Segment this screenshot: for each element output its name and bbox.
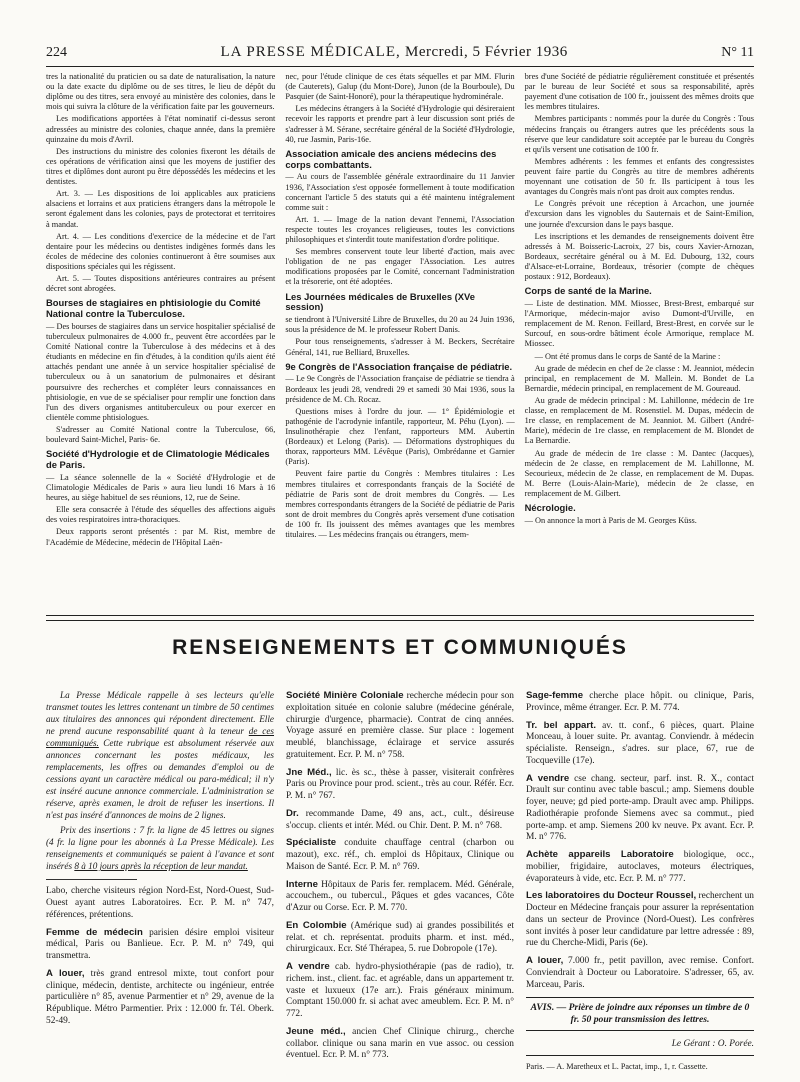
ad-text: biologique, occ., mobilier, frigidaire, autoclaves, moteurs électriques, évaporateurs à vide, etc. Ecr. P. M. n° 777. (526, 850, 754, 884)
notice-paragraph: Prix des insertions : 7 fr. la ligne de 45 lettres ou signes (4 fr. la ligne pour les abonnés à La Presse Médicale). Les renseignements et communiqués se paient à l'avance et sont insérés 8 à 10 jours après la réception de leur mandat. (46, 825, 274, 872)
paragraph: — Le 9e Congrès de l'Association française de pédiatrie se tiendra à Bordeaux les jeudi 28, vendredi 29 et samedi 30 Mai 1936, sous la présidence de M. Ch. Rocaz. (285, 374, 515, 404)
news-columns (46, 72, 754, 612)
paragraph: Art. 4. — Les conditions d'exercice de la médecine et de l'art dentaire pour les médecins ou dentistes indigènes formés dans les écoles de médecine des colonies continueront à être soumises aux dispositions spéciales qui les régissent. (46, 231, 276, 271)
classified-ad (526, 690, 754, 715)
section-title: RENSEIGNEMENTS ET COMMUNIQUÉS (172, 636, 628, 659)
paragraph: Au grade de médecin principal : M. Lahillonne, médecin de 1re classe, en remplacement de M. Rosenstiel. M. Dupas, médecin de 1re classe, en remplacement de M. Jeanniot. M. Gilbert (André-Marie), médecin de 1re classe, en remplacement de M. Blondet de La Bernardie. (524, 395, 754, 446)
paragraph: Des instructions du ministre des colonies fixeront les détails de ces opérations de vérification ainsi que les moyens de justifier des titres et diplômes dont auront pu être dépossédés les médecins et les dentistes. (46, 146, 276, 187)
gerant-signature: Le Gérant : O. Porée. (671, 1039, 754, 1050)
paragraph: S'adresser au Comité National contre la Tuberculose, 66, boulevard Saint-Michel, Paris- 6e. (46, 425, 276, 445)
article-heading: Corps de santé de la Marine. (524, 285, 652, 297)
ad-lead: Dr. (286, 807, 299, 819)
ad-lead: Sage-femme (526, 690, 584, 701)
ad-lead: Femme de médecin (46, 926, 143, 938)
paragraph: Ses membres conservent toute leur liberté d'action, mais avec l'obligation de ne pas engager l'Association. Les autres modifications proposées par le Comité, concernant l'administration et la trésorerie, ont été adoptées. (285, 247, 515, 287)
ad-text: recherchent un Docteur en Médecine français pour assurer la représentation dans un secteur de Province (Nord-Ouest). Les confrères sont invités à poser leur candidature par lettre adressée : 89, rue du Cherche-Midi, Paris (6e). (526, 891, 754, 949)
ad-text: cherche place hôpit. ou clinique, Paris, Province, même étranger. Ecr. P. M. 774. (526, 691, 754, 713)
ad-lead: Jne Méd., (286, 766, 332, 778)
ad-text: recherche médecin pour son exploitation située en colonie salubre (médecine générale, chirurgie d'urgence, pharmacie). Contrat de cinq années. Voyage assuré en première classe. Sur place : logement meublé, blanchissage, éclairage et service assurés gratuitement. Ecr. P. M. n° 758. (286, 691, 514, 760)
paragraph: Les modifications apportées à l'état nominatif ci-dessus seront adressées au ministre des colonies, chaque année, dans la première quinzaine du mois d'Avril. (46, 114, 276, 144)
paragraph: Questions mises à l'ordre du jour. — 1° Épidémiologie et pathogénie de l'acrodynie infantile, rapporteur, M. Péhu (Lyon). — Insulinothérapie chez l'enfant, rapporteurs MM. Aubertin (Bordeaux) et Lelong (Paris). — Déformations dystrophiques du thorax, rapporteurs MM. Lévêque (Paris), Ombrédanne et Garnier (Paris). (285, 406, 515, 467)
paragraph: — Au cours de l'assemblée générale extraordinaire du 11 Janvier 1936, l'Association s'est opposée formellement à toute modification concernant l'article 5 des statuts qui a été maintenu intégralement comme suit : (285, 172, 515, 212)
paragraph: — On annonce la mort à Paris de M. Georges Küss. (524, 515, 697, 525)
article-heading: Association amicale des anciens médecins des corps combattants. (285, 147, 497, 170)
ad-text: parisien désire emploi visiteur médical, Paris ou Banlieue. Ecr. P. M. n° 749, qui transmettra. (46, 927, 274, 962)
section-divider (46, 615, 754, 621)
ads-list (286, 690, 514, 1062)
ad-lead: Les laboratoires du Docteur Roussel, (526, 890, 697, 902)
ad-text: Labo, cherche visiteurs région Nord-Est, Nord-Ouest, Sud-Ouest ayant autres Laboratoires. Ecr. P. M. n° 747, références, prétentions. (46, 886, 274, 920)
journal-masthead (220, 44, 567, 61)
classified-ad (46, 886, 274, 921)
notice-box (46, 690, 274, 873)
classified-ad (286, 1026, 514, 1062)
classified-ad (286, 961, 514, 1021)
classified-ad (286, 767, 514, 803)
ad-text: Hôpitaux de Paris fer. remplacem. Méd. Générale, accouchem., ou tubercul., Pâques et gdes vacances, Côte d'Azur ou Corse. Ecr. P. M. 770. (286, 879, 514, 913)
classified-ad (46, 968, 274, 1028)
article-heading: Bourses de stagiaires en phtisiologie du Comité National contre la Tuberculose. (46, 297, 261, 320)
classified-ad (526, 773, 754, 845)
ad-lead: Interne (286, 878, 318, 890)
classified-ad (286, 808, 514, 833)
classified-ad (526, 849, 754, 885)
ad-lead: En Colombie (286, 919, 347, 931)
page-header (46, 44, 754, 67)
paragraph: Deux rapports seront présentés : par M. Rist, membre de l'Académie de Médecine, médecin de l'Hôpital Laën- (46, 527, 276, 547)
article-heading: Nécrologie. (524, 502, 576, 514)
paragraph: Elle sera consacrée à l'étude des séquelles des affections aiguës des voies respiratoires intra-thoraciques. (46, 505, 276, 525)
paragraph: tres la nationalité du praticien ou sa date de naturalisation, la nature ou la date exacte du diplôme ou de ses titres, le lieu de dépôt du diplôme ou des titres, sera envoyé au ministère des colonies, dans le mois qui suivra la clôture de la vérification faite par les gouverneurs. (46, 72, 276, 112)
paragraph: se tiendront à l'Université Libre de Bruxelles, du 20 au 24 Juin 1936, sous la présidence de M. le professeur Robert Danis. (285, 315, 515, 335)
classifieds-column-2 (286, 690, 514, 1060)
notice-paragraph: La Presse Médicale rappelle à ses lecteurs qu'elle transmet toutes les lettres contenant un timbre de 50 centimes aux titulaires des annonces qui répondent directement. Elle ne prend aucune responsabilité quant à la teneur de ces communiqués. Cette rubrique est absolument réservée aux annonces concernant les postes médicaux, les remplacements, les offres ou demandes d'emploi ou de cessions ayant un caractère médical ou para-médical; il n'y est inséré aucune annonce commerciale. L'administration se réserve, après examen, le droit de refuser les insertions. Il n'est pas inséré d'annonces de moins de 2 lignes. (46, 690, 274, 820)
ad-lead: A louer, (46, 967, 85, 979)
classified-ad (526, 890, 754, 950)
paragraph: — La séance solennelle de la « Société d'Hydrologie et de Climatologie Médicales de Paris » aura lieu lundi 16 Mars à 16 heures, au siège habituel de ses réunions, 12, rue de Seine. (46, 472, 276, 503)
paragraph: Art. 3. — Les dispositions de loi applicables aux praticiens alsaciens et lorrains et aux praticiens étrangers dans la métropole le seront également dans les colonies, pays de protectorat et territoires à mandat. (46, 189, 276, 229)
ad-lead: Spécialiste (286, 837, 337, 849)
ad-text: conduite chauffage central (charbon ou mazout), exc. réf., ch. emploi ds Hôpitaux, Clinique ou Maison de Santé. Ecr. P. M. n° 769. (286, 838, 514, 872)
news-column-1 (46, 72, 275, 612)
paragraph: Peuvent faire partie du Congrès : Membres titulaires : Les membres titulaires et correspondants français de la Société de pédiatrie de Paris sont de droit membres du Congrès. — Les membres correspondants étrangers de la Société de pédiatrie de Paris sont de droit membres du Congrès après versement d'une cotisation de 100 fr. Ils jouissent des mêmes avantages que les membres titulaires. — Les médecins français ou étrangers, mem- (285, 469, 515, 540)
ad-text: 7.000 fr., petit pavillon, avec remise. Confort. Conviendrait à Docteur ou Laboratoire. S'adresser, 65, av. Marceau, Paris. (526, 956, 754, 990)
ad-text: ancien Chef Clinique chirurg., cherche collabor. clinique ou sana marin en vue assoc. ou cession éventuel. Ecr. P. M. n° 773. (286, 1026, 514, 1061)
paragraph: Au grade de médecin de 1re classe : M. Dantec (Jacques), médecin de 2e classe, en remplacement de M. Lahillonne, M. Secourieux, médecin de 2e classe, en remplacement de M. Dupas. M. Berre (Louis-Alain-Marie), médecin de 2e classe, en remplacement de M. Gilbert. (524, 448, 754, 498)
paragraph: nec, pour l'étude clinique de ces états séquelles et par MM. Flurin (de Cauterets), Galup (du Mont-Dore), Junon (de la Bourboule), Du Pasquier (de Saint-Honoré), pour la thérapeutique hydrominérale. (285, 72, 515, 102)
paragraph: Art. 1. — Image de la nation devant l'ennemi, l'Association respecte toutes les croyances religieuses, toutes les convictions philosophiques et s'interdit toute manifestation d'ordre politique. (285, 214, 515, 245)
paragraph: — Des bourses de stagiaires dans un service hospitalier spécialisé de tuberculeux pulmonaires de 4.000 fr., peuvent être accordées par le Comité National contre la Tuberculose à des médecins et à des étudiants en médecine en fin d'études, à la condition qu'ils aient été attachés pendant une année à un service hospitalier spécialisé de tuberculeux ou à un sanatorium de pulmonaires et désirant poursuivre des recherches et compléter leurs connaissances en phtisiologie, en vue de se spécialiser pour remplir une fonction dans l'un des divers organismes antituberculeux ou pour exercer en clientèle comme phtisiologues. (46, 321, 276, 422)
article-heading: Les Journées médicales de Bruxelles (XVe session) (285, 290, 476, 313)
paragraph: — Liste de destination. MM. Miossec, Brest-Brest, embarqué sur l'Armorique, médecin-major aviso Dumont-d'Urville, en remplacement de M. Renon. Feillard, Brest-Brest, en corvée sur le Surcouf, en sous-ordre bâtiment école Armorique, remplace M. Miossec. (524, 299, 754, 349)
paragraph: bres d'une Société de pédiatrie régulièrement constituée et présentés par le bureau de leur Société et sous sa responsabilité, après payement d'une cotisation de 100 fr., jouissent des mêmes droits que les membres titulaires. (524, 72, 754, 112)
ad-lead: Société Minière Coloniale (286, 690, 404, 701)
journal-name: LA PRESSE MÉDICALE, (220, 44, 401, 60)
divider (46, 879, 137, 880)
ad-text: (Amérique sud) ai grandes possibilités et relat. et ch. représentat. produits pharm. et inst. méd., chirurgicaux. Ecr. Sté Thérapea, 5. rue Dobropole (17e). (286, 920, 514, 955)
article-heading: Société d'Hydrologie et de Climatologie Médicales de Paris. (46, 448, 270, 471)
paragraph: — Ont été promus dans le corps de Santé de la Marine : (534, 351, 721, 361)
ads-list (526, 690, 754, 991)
ad-text: lic. ès sc., thèse à passer, visiterait confrères Paris ou Province pour prod. scient., très au cour. Référ. Ecr. P. M. n° 767. (286, 767, 514, 801)
classified-ad (46, 927, 274, 963)
paragraph: Pour tous renseignements, s'adresser à M. Beckers, Secrétaire Général, 141, rue Belliard, Bruxelles. (285, 337, 515, 357)
ad-lead: A louer, (526, 955, 564, 966)
ads-list (46, 886, 274, 1027)
issue-number: N° 11 (721, 45, 754, 60)
ad-lead: Jeune méd., (286, 1025, 346, 1037)
issue-date: Mercredi, 5 Février 1936 (405, 44, 568, 60)
classified-ad (286, 690, 514, 762)
article-heading: 9e Congrès de l'Association française de pédiatrie. (285, 360, 513, 372)
ad-lead: A vendre (286, 961, 330, 972)
paragraph: Membres participants : nommés pour la durée du Congrès : Tous médecins français ou étrangers autres que les précédents sous la réserve que leur candidature soit acceptée par le bureau du Congrès et qu'ils versent une cotisation de 100 fr. (524, 114, 754, 154)
classifieds-column-1 (46, 690, 274, 1060)
classified-ad (526, 955, 754, 991)
ad-lead: A vendre (526, 772, 570, 784)
avis-box: AVIS. — Prière de joindre aux réponses un timbre de 0 fr. 50 pour transmission des lettres. (526, 997, 754, 1031)
classifieds (46, 690, 754, 1071)
classified-ad (286, 837, 514, 873)
paragraph: Le Congrès prévoit une réception à Arcachon, une journée d'excursion dans les vignobles du Sauternais et de Saint-Emilion, une journée d'excursion dans le pays basque. (524, 199, 754, 229)
ad-text: cse chang. secteur, parf. inst. R. X., contact Drault sur continu avec table bascul.; amp. Siemens double foyer, neuve; gd pied porte-amp. Drault avec amp. Philipps. Radiothérapie profonde Siemens avec sa commut., pied porte-amp. et amp. Siemens 200 kv neuve. Px avant. Ecr. P. M. n° 776. (526, 773, 754, 843)
paragraph: Membres adhérents : les femmes et enfants des congressistes peuvent faire partie du Congrès au titre de membres adhérents moyennant une cotisation de 50 fr. Ils participent à tous les avantages du Congrès mais n'ont pas droit aux comptes rendus. (524, 156, 754, 197)
paragraph: Les inscriptions et les demandes de renseignements doivent être adressés à M. Boisseric-Lacroix, 27 bis, cours Xavier-Arnozan, Bordeaux, secrétaire général ou à M. Ed. Dubourg, 132, cours d'Alsace-et-Lorraine, Bordeaux, trésorier (compte de chèques postaux : 912, Bordeaux). (524, 231, 754, 282)
ad-text: av. tt. conf., 6 pièces, quart. Plaine Monceau, à louer suite. Pr. avantag. Conviendr. à médecin spécialiste. Renseign., s'adres. sur place, 67, rue de Tocqueville (17e). (526, 720, 754, 766)
classifieds-column-3 (526, 690, 754, 1071)
paragraph: Les médecins étrangers à la Société d'Hydrologie qui désireraient recevoir les rapports et prendre part à leur discussion sont priés de s'adresser à M. Sérane, secrétaire général de la Société d'Hydrologie, 40, rue Jasmin, Paris-16e. (285, 104, 515, 144)
news-column-3 (525, 72, 754, 612)
news-column-2 (285, 72, 514, 612)
classified-ad (286, 879, 514, 915)
ad-text: recommande Dame, 49 ans, act., cult., désireuse s'occup. clients et intér. Méd. ou Chir. Dent. P. M. n° 768. (286, 808, 514, 831)
classified-ad (286, 920, 514, 956)
ad-lead: Achète appareils Laboratoire (526, 849, 674, 860)
ad-text: très grand entresol mixte, tout confort pour clinique, médecin, dentiste, architecte ou ingénieur, entrée particulière n° 85, avenue Parmentier et n° 29, avenue de la République. Métro Parmentier. Prix : 12.000 fr. Tél. Oberk. 52-49. (46, 968, 274, 1026)
printer-line: Paris. — A. Maretheux et L. Pactat, imp., 1, r. Cassette. (526, 1055, 754, 1072)
page-number: 224 (46, 45, 67, 60)
paragraph: Au grade de médecin en chef de 2e classe : M. Jeanniot, médecin principal, en remplacement de M. Mallein. M. Bondet de La Bernardie, médecin principal, en remplacement de M. Goureaud. (524, 363, 754, 393)
paragraph: Art. 5. — Toutes dispositions antérieures contraires au présent décret sont abrogées. (46, 274, 276, 294)
ad-lead: Tr. bel appart. (526, 719, 596, 731)
ad-text: cab. hydro-physiothérapie (pas de radio), tr. richem. inst., client. fac. et agréable, dans un appartement tr. vaste et luxueux (17e arr.). Frais généraux minimum. Comptant 150.000 fr. si achat avec ameublem. Ecr. P. M. n° 772. (286, 962, 515, 1019)
classified-ad (526, 720, 754, 768)
